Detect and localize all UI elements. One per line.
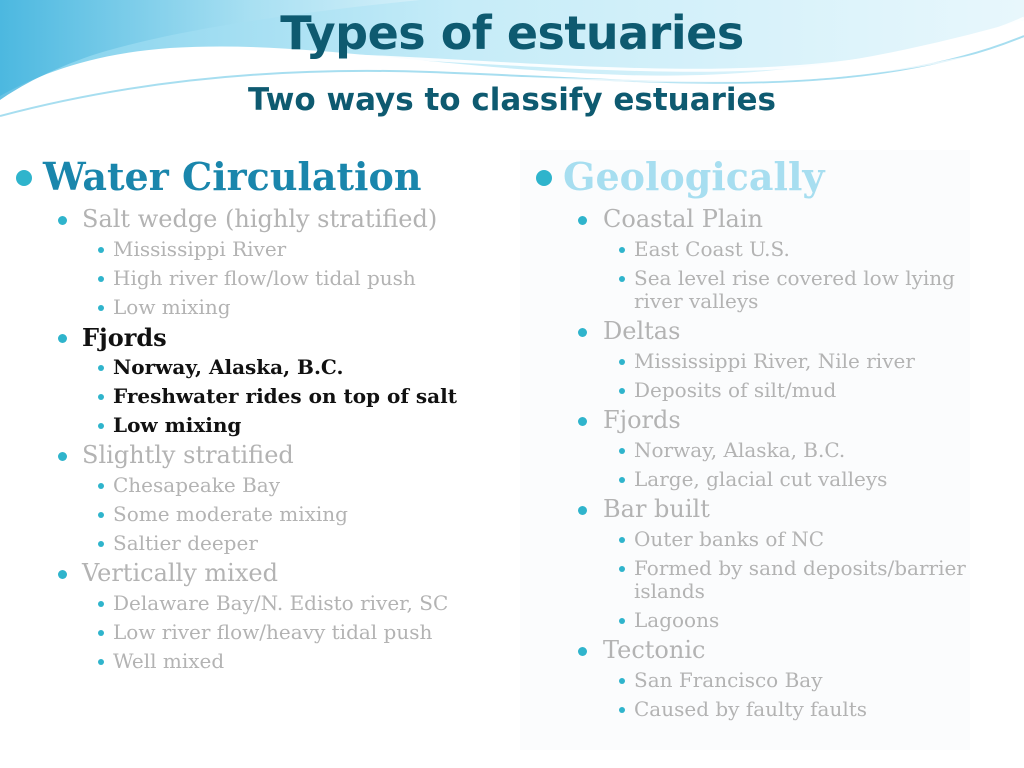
bullet-icon [98,423,104,429]
bullet-icon [578,216,587,225]
list-item: Low mixing [14,411,514,440]
bullet-icon [98,541,104,547]
list-item: Saltier deeper [14,529,514,558]
list-item: High river flow/low tidal push [14,264,514,293]
list-item: Mississippi River [14,235,514,264]
list-item: Mississippi River, Nile river [534,347,970,376]
bullet-icon [578,647,587,656]
list-item: Large, glacial cut valleys [534,465,970,494]
bullet-icon [578,328,587,337]
list-item: Formed by sand deposits/barrier islands [534,554,970,606]
deltas-item: Deltas [534,316,970,347]
slide-title: Types of estuaries [280,6,744,60]
bullet-icon [58,334,67,343]
list-item: Deposits of silt/mud [534,376,970,405]
list-item: San Francisco Bay [534,666,970,695]
vertically-mixed-item: Vertically mixed [14,558,514,589]
bullet-icon [98,305,104,311]
list-item: Low mixing [14,293,514,322]
bullet-icon [536,170,552,186]
bullet-icon [98,276,104,282]
list-item: Outer banks of NC [534,525,970,554]
bullet-icon [619,537,625,543]
bullet-icon [98,483,104,489]
bullet-icon [98,512,104,518]
slightly-stratified-item: Slightly stratified [14,440,514,471]
fjords-item: Fjords [14,322,514,353]
list-item: Caused by faulty faults [534,695,970,724]
bullet-icon [58,570,67,579]
bullet-icon [98,659,104,665]
list-item: Delaware Bay/N. Edisto river, SC [14,589,514,618]
geologically-column [520,150,970,750]
fjords-item: Fjords [534,405,970,436]
tectonic-item: Tectonic [534,635,970,666]
list-item: Norway, Alaska, B.C. [14,353,514,382]
bullet-icon [619,566,625,572]
bullet-icon [98,394,104,400]
bullet-icon [16,170,32,186]
list-item: Lagoons [534,606,970,635]
geologically-heading: Geologically [534,150,970,204]
bullet-icon [58,216,67,225]
list-item: Some moderate mixing [14,500,514,529]
bullet-icon [98,601,104,607]
list-item: Freshwater rides on top of salt [14,382,514,411]
bullet-icon [98,365,104,371]
bullet-icon [619,247,625,253]
list-item: Chesapeake Bay [14,471,514,500]
bullet-icon [619,276,625,282]
bullet-icon [98,630,104,636]
bullet-icon [98,247,104,253]
bullet-icon [619,477,625,483]
bullet-icon [619,359,625,365]
bullet-icon [619,448,625,454]
water-circulation-column [14,150,514,676]
list-item: Low river flow/heavy tidal push [14,618,514,647]
list-item: East Coast U.S. [534,235,970,264]
water-circulation-heading: Water Circulation [14,150,514,204]
bullet-icon [578,417,587,426]
coastal-plain-item: Coastal Plain [534,204,970,235]
bar-built-item: Bar built [534,494,970,525]
bullet-icon [619,388,625,394]
bullet-icon [619,707,625,713]
bullet-icon [619,618,625,624]
bullet-icon [578,506,587,515]
list-item: Sea level rise covered low lying river valleys [534,264,970,316]
bullet-icon [619,678,625,684]
slide-subtitle: Two ways to classify estuaries [247,82,777,118]
bullet-icon [58,452,67,461]
list-item: Well mixed [14,647,514,676]
salt-wedge-item: Salt wedge (highly stratified) [14,204,514,235]
list-item: Norway, Alaska, B.C. [534,436,970,465]
